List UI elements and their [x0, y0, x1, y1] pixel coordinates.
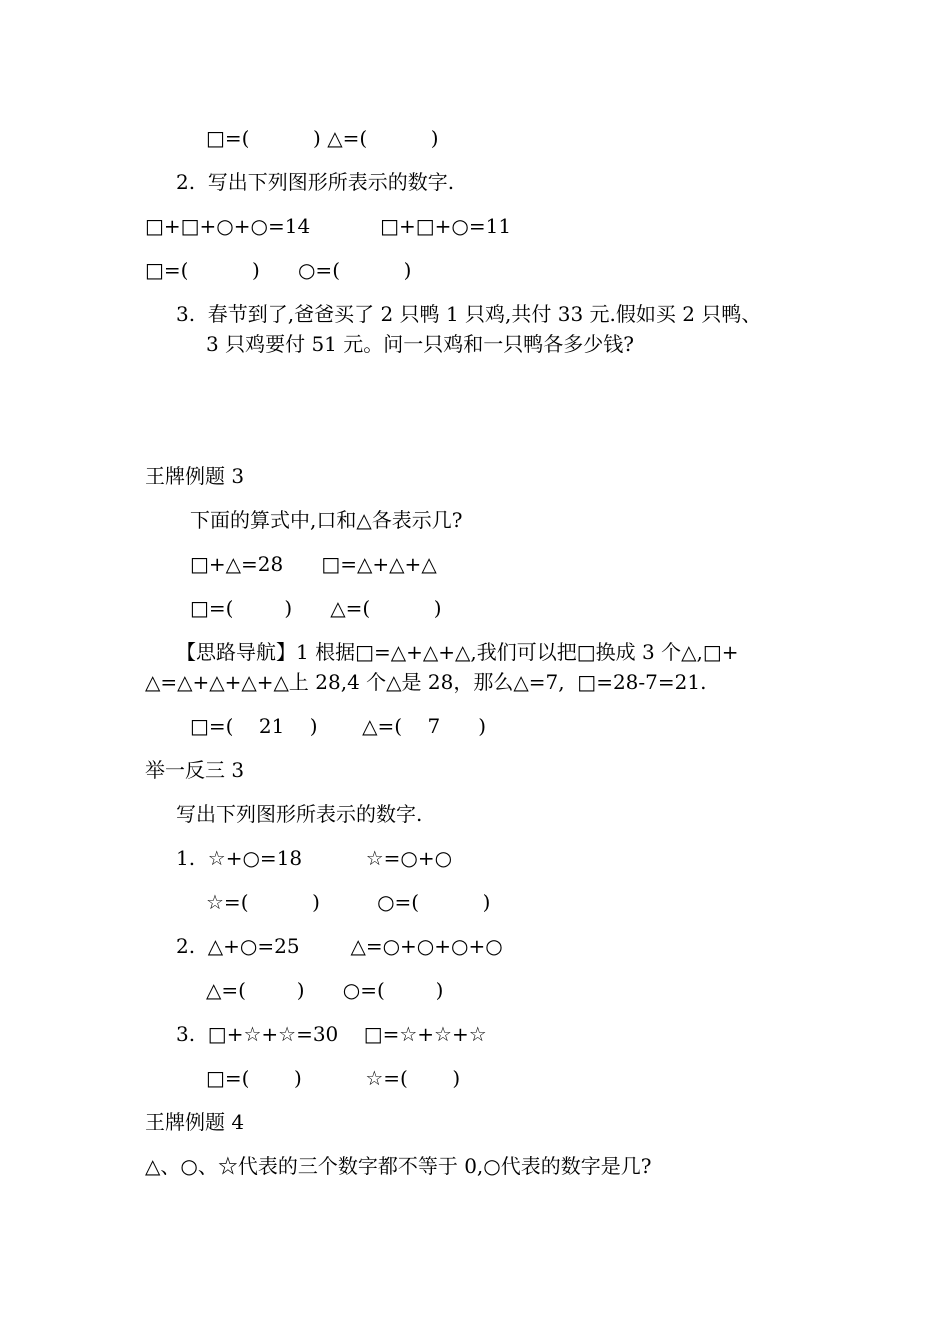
section-heading-example-4: 王牌例题 4 [145, 1110, 245, 1134]
example-3-answer-blanks: □=( ) △=( ) [190, 596, 442, 620]
answer-blank-square-triangle: □=( ) △=( ) [206, 126, 439, 150]
practice-2-equations: 2. △+○=25 △=○+○+○+○ [176, 934, 503, 958]
practice-3-answer-blanks: □=( ) ☆=( ) [206, 1066, 461, 1090]
example-4-question: △、○、☆代表的三个数字都不等于 0,○代表的数字是几? [145, 1154, 652, 1178]
solution-guide-line2: △=△+△+△+△上 28,4 个△是 28，那么△=7, □=28-7=21. [145, 670, 707, 694]
example-3-equations: □+△=28 □=△+△+△ [190, 552, 437, 576]
practice-1-equations: 1. ☆+○=18 ☆=○+○ [176, 846, 453, 870]
question-2-answer-blanks: □=( ) ○=( ) [145, 258, 412, 282]
practice-1-answer-blanks: ☆=( ) ○=( ) [206, 890, 491, 914]
section-heading-example-3: 王牌例题 3 [145, 464, 245, 488]
question-3-text-line2: 3 只鸡要付 51 元。问一只鸡和一只鸭各多少钱? [206, 332, 634, 356]
example-3-question: 下面的算式中,口和△各表示几? [190, 508, 463, 532]
question-2-heading: 2. 写出下列图形所表示的数字. [176, 170, 455, 194]
example-3-answers: □=( 21 ) △=( 7 ) [190, 714, 487, 738]
practice-2-answer-blanks: △=( ) ○=( ) [206, 978, 444, 1002]
practice-3-equations: 3. □+☆+☆=30 □=☆+☆+☆ [176, 1022, 487, 1046]
practice-3-instruction: 写出下列图形所表示的数字. [176, 802, 423, 826]
question-3-text-line1: 3. 春节到了,爸爸买了 2 只鸭 1 只鸡,共付 33 元.假如买 2 只鸭、 [176, 302, 762, 326]
section-heading-practice-3: 举一反三 3 [145, 758, 245, 782]
question-2-equations: □+□+○+○=14 □+□+○=11 [145, 214, 512, 238]
solution-guide-line1: 【思路导航】1 根据□=△+△+△,我们可以把□换成 3 个△,□+ [176, 640, 739, 664]
